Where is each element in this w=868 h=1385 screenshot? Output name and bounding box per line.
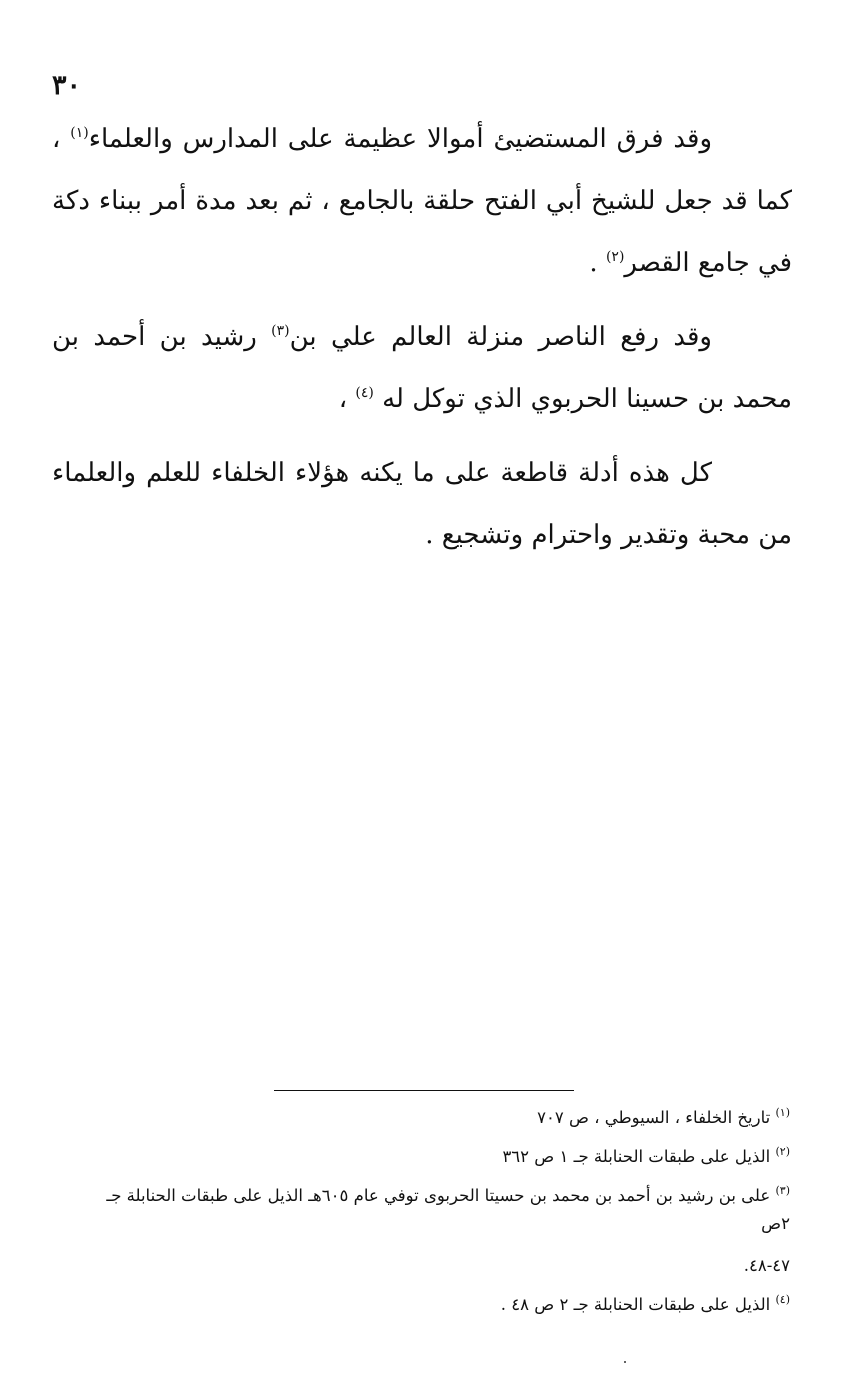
scan-speck [624, 1361, 626, 1363]
footnote-number: (٣) [775, 1184, 790, 1197]
footnotes [90, 1104, 790, 1330]
footnote-reference: (٣) [271, 323, 290, 339]
footnote-reference: (١) [70, 125, 89, 141]
paragraph-text: . [589, 248, 606, 278]
footnote-2 [90, 1143, 790, 1171]
footnote-3 [90, 1182, 790, 1280]
footnote-number: (٢) [775, 1145, 790, 1158]
paragraph-text: ، كما قد جعل للشيخ أبي الفتح حلقة بالجامع ، ثم بعد مدة أمر ببناء دكة في جامع القصر [52, 124, 792, 278]
main-text [52, 108, 792, 566]
footnote-number: (٤) [775, 1293, 790, 1306]
paragraph-text: كل هذه أدلة قاطعة على ما يكنه هؤلاء الخلفاء للعلم والعلماء من محبة وتقدير واحترام وتشجيع . [52, 458, 792, 550]
footnote-1 [90, 1104, 790, 1132]
paragraph-text: وقد فرق المستضيئ أموالا عظيمة على المدارس والعلماء [88, 124, 713, 154]
paragraph-text: ، [338, 384, 356, 414]
paragraph-1 [52, 108, 792, 294]
footnote-reference: (٢) [605, 249, 625, 265]
footnote-4 [90, 1291, 790, 1319]
paragraph-text: رشيد بن أحمد بن محمد بن حسينا الحربوي الذي توكل له [52, 322, 792, 414]
page-number: ٣٠ [52, 70, 82, 101]
paragraph-3 [52, 442, 792, 566]
footnote-continuation: ٤٧-٤٨. [743, 1256, 790, 1275]
footnote-text: الذيل على طبقات الحنابلة جـ ٢ ص ٤٨ . [500, 1295, 771, 1314]
footnote-reference: (٤) [355, 385, 374, 401]
footnote-text: تاريخ الخلفاء ، السيوطي ، ص ٧٠٧ [537, 1108, 771, 1127]
footnote-text: الذيل على طبقات الحنابلة جـ ١ ص ٣٦٢ [502, 1147, 771, 1166]
footnote-separator [274, 1090, 574, 1091]
paragraph-2 [52, 306, 792, 430]
footnote-text: على بن رشيد بن أحمد بن محمد بن حسيتا الحربوى توفي عام ٦٠٥هـ الذيل على طبقات الحنابلة جـ ٢ص [106, 1186, 790, 1233]
paragraph-text: وقد رفع الناصر منزلة العالم علي بن [289, 322, 712, 352]
footnote-number: (١) [775, 1106, 790, 1119]
